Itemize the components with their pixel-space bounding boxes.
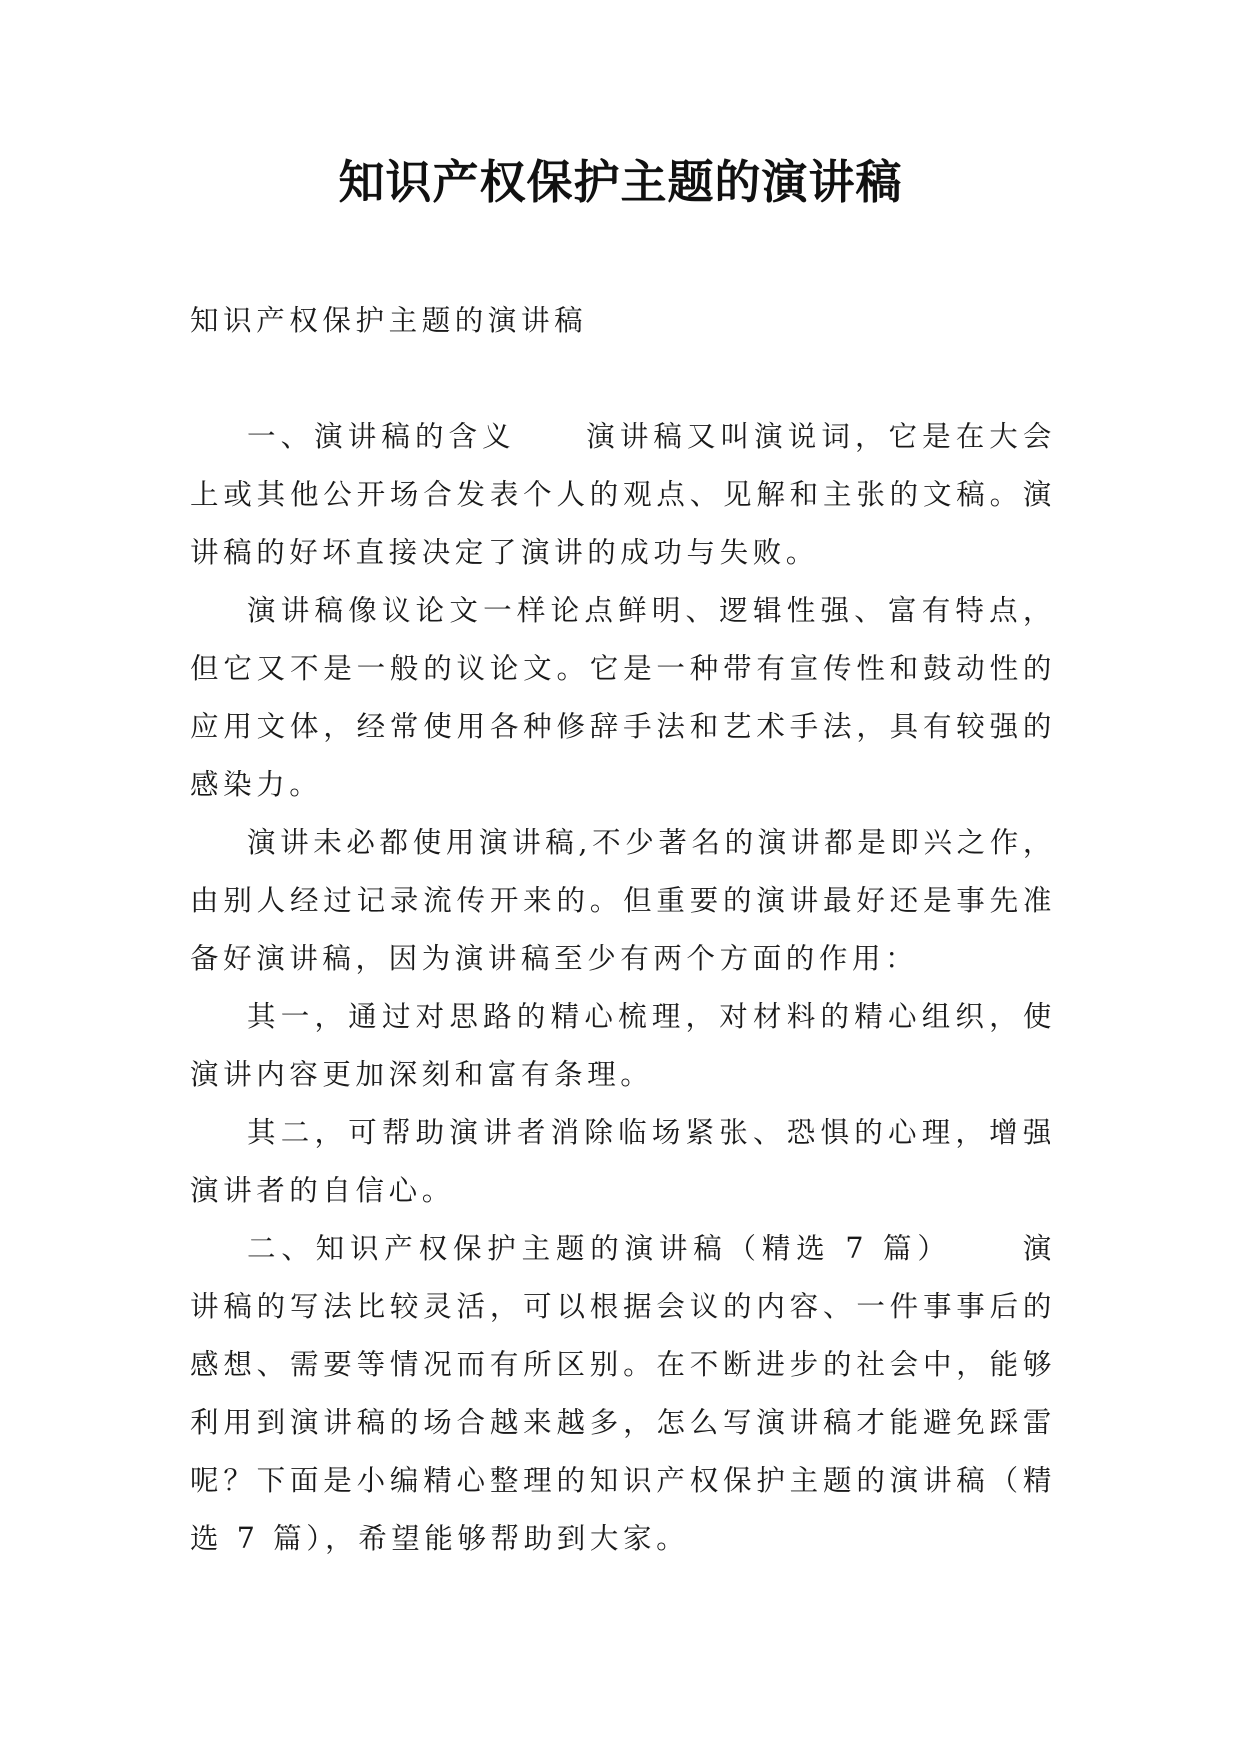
section-heading: 二、知识产权保护主题的演讲稿（精选 7 篇） bbox=[247, 1232, 952, 1265]
paragraph-2 bbox=[190, 582, 1056, 814]
paragraph-text: 其一，通过对思路的精心梳理，对材料的精心组织，使演讲内容更加深刻和富有条理。 bbox=[190, 1000, 1056, 1091]
paragraph-text: 演讲未必都使用演讲稿,不少著名的演讲都是即兴之作，由别人经过记录流传开来的。但重要的演讲最好还是事先准备好演讲稿，因为演讲稿至少有两个方面的作用： bbox=[190, 826, 1056, 975]
paragraph-5 bbox=[190, 1104, 1056, 1220]
document-title: 知识产权保护主题的演讲稿 bbox=[338, 155, 903, 209]
paragraph-text: 演讲稿的写法比较灵活，可以根据会议的内容、一件事事后的感想、需要等情况而有所区别。在不断进步的社会中，能够利用到演讲稿的场合越来越多，怎么写演讲稿才能避免踩雷呢？下面是小编精心整理的知识产权保护主题的演讲稿（精选 7 篇），希望能够帮助到大家。 bbox=[190, 1232, 1056, 1555]
section-heading: 一、演讲稿的含义 bbox=[247, 420, 516, 453]
paragraph-6 bbox=[190, 1220, 1056, 1568]
paragraph-text: 演讲稿像议论文一样论点鲜明、逻辑性强、富有特点，但它又不是一般的议论文。它是一种带有宣传性和鼓动性的应用文体，经常使用各种修辞手法和艺术手法，具有较强的感染力。 bbox=[190, 594, 1056, 801]
paragraph-text: 演讲稿又叫演说词，它是在大会上或其他公开场合发表个人的观点、见解和主张的文稿。演讲稿的好坏直接决定了演讲的成功与失败。 bbox=[190, 420, 1056, 569]
paragraph-1 bbox=[190, 408, 1056, 582]
paragraph-text: 其二，可帮助演讲者消除临场紧张、恐惧的心理，增强演讲者的自信心。 bbox=[190, 1116, 1056, 1207]
document-subtitle: 知识产权保护主题的演讲稿 bbox=[190, 304, 588, 337]
paragraph-4 bbox=[190, 988, 1056, 1104]
paragraph-3 bbox=[190, 814, 1056, 988]
document-body bbox=[190, 292, 1056, 1568]
